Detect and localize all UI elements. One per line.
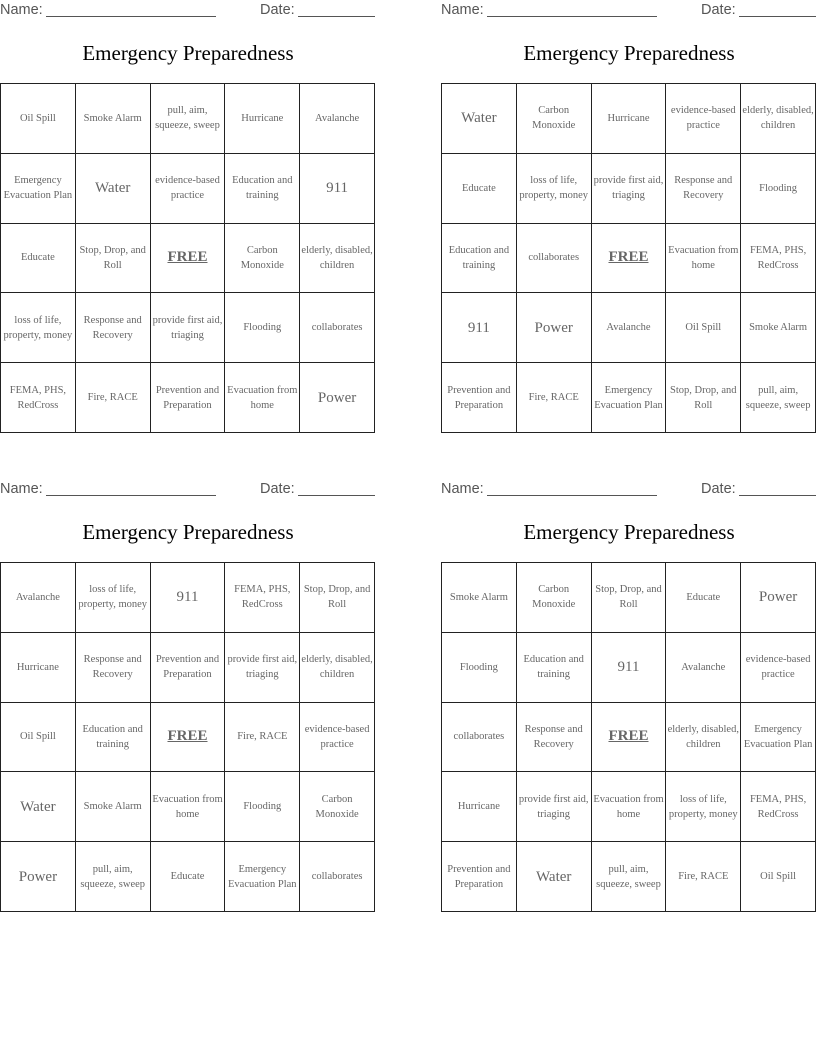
- bingo-cell: pull, aim, squeeze, sweep: [76, 842, 151, 912]
- bingo-cell: Flooding: [442, 633, 517, 703]
- bingo-cell: Fire, RACE: [76, 363, 151, 433]
- bingo-cell: provide first aid, triaging: [151, 293, 226, 363]
- bingo-cell: Oil Spill: [666, 293, 741, 363]
- date-label: Date:: [701, 481, 736, 497]
- bingo-cell: Prevention and Preparation: [151, 633, 226, 703]
- bingo-cell: Response and Recovery: [76, 293, 151, 363]
- bingo-cell: Smoke Alarm: [442, 563, 517, 633]
- card-header: [0, 2, 376, 20]
- bingo-card-1: [0, 0, 376, 434]
- bingo-cell: Education and training: [76, 703, 151, 773]
- bingo-cell: evidence-based practice: [300, 703, 375, 773]
- bingo-cell: FEMA, PHS, RedCross: [741, 772, 816, 842]
- bingo-cell: FEMA, PHS, RedCross: [1, 363, 76, 433]
- bingo-cell: collaborates: [300, 293, 375, 363]
- card-title: Emergency Preparedness: [82, 41, 294, 65]
- date-label: Date:: [701, 2, 736, 18]
- bingo-cell: Water: [1, 772, 76, 842]
- bingo-cell: Hurricane: [1, 633, 76, 703]
- bingo-grid: [0, 83, 375, 433]
- bingo-cell: loss of life, property, money: [1, 293, 76, 363]
- bingo-cell: Smoke Alarm: [76, 772, 151, 842]
- bingo-cell: Prevention and Preparation: [151, 363, 226, 433]
- free-space-cell: FREE: [592, 703, 667, 773]
- bingo-cell: Hurricane: [225, 84, 300, 154]
- bingo-cell: Fire, RACE: [666, 842, 741, 912]
- name-label: Name:: [0, 481, 43, 497]
- bingo-cell: Smoke Alarm: [741, 293, 816, 363]
- bingo-cell: Avalanche: [592, 293, 667, 363]
- bingo-cell: collaborates: [442, 703, 517, 773]
- bingo-cell: elderly, disabled, children: [300, 633, 375, 703]
- bingo-cell: Flooding: [225, 293, 300, 363]
- bingo-cell: provide first aid, triaging: [517, 772, 592, 842]
- bingo-cell: 911: [151, 563, 226, 633]
- bingo-cell: Hurricane: [442, 772, 517, 842]
- bingo-cell: Educate: [442, 154, 517, 224]
- bingo-cell: Prevention and Preparation: [442, 363, 517, 433]
- bingo-cell: Emergency Evacuation Plan: [741, 703, 816, 773]
- bingo-cell: pull, aim, squeeze, sweep: [592, 842, 667, 912]
- bingo-cell: Oil Spill: [1, 703, 76, 773]
- bingo-cell: Power: [517, 293, 592, 363]
- bingo-cell: Avalanche: [1, 563, 76, 633]
- bingo-cell: Stop, Drop, and Roll: [592, 563, 667, 633]
- free-space-cell: FREE: [151, 703, 226, 773]
- bingo-cell: Fire, RACE: [225, 703, 300, 773]
- bingo-cell: Stop, Drop, and Roll: [300, 563, 375, 633]
- bingo-cell: provide first aid, triaging: [225, 633, 300, 703]
- bingo-cell: Avalanche: [300, 84, 375, 154]
- bingo-cell: 911: [300, 154, 375, 224]
- bingo-cell: Educate: [1, 224, 76, 294]
- bingo-cell: Education and training: [225, 154, 300, 224]
- free-space-cell: FREE: [592, 224, 667, 294]
- date-label: Date:: [260, 481, 295, 497]
- bingo-cell: elderly, disabled, children: [741, 84, 816, 154]
- bingo-cell: Carbon Monoxide: [517, 563, 592, 633]
- bingo-cell: pull, aim, squeeze, sweep: [151, 84, 226, 154]
- bingo-cell: 911: [592, 633, 667, 703]
- bingo-cell: Flooding: [225, 772, 300, 842]
- date-blank-line: [298, 16, 375, 17]
- bingo-grid: [441, 83, 816, 433]
- name-blank-line: [487, 495, 657, 496]
- bingo-card-3: [0, 479, 376, 913]
- card-header: [0, 481, 376, 499]
- bingo-cell: Evacuation from home: [151, 772, 226, 842]
- name-blank-line: [46, 16, 216, 17]
- bingo-cell: 911: [442, 293, 517, 363]
- bingo-cell: elderly, disabled, children: [300, 224, 375, 294]
- bingo-cell: Carbon Monoxide: [517, 84, 592, 154]
- bingo-cell: FEMA, PHS, RedCross: [741, 224, 816, 294]
- date-blank-line: [298, 495, 375, 496]
- bingo-cell: Response and Recovery: [666, 154, 741, 224]
- bingo-cell: evidence-based practice: [666, 84, 741, 154]
- bingo-cell: Oil Spill: [741, 842, 816, 912]
- name-label: Name:: [441, 481, 484, 497]
- bingo-cell: Avalanche: [666, 633, 741, 703]
- name-blank-line: [487, 16, 657, 17]
- date-blank-line: [739, 16, 816, 17]
- bingo-cell: Educate: [151, 842, 226, 912]
- card-title: Emergency Preparedness: [523, 520, 735, 544]
- bingo-cell: Power: [1, 842, 76, 912]
- bingo-card-4: [441, 479, 816, 913]
- bingo-cell: Water: [76, 154, 151, 224]
- name-blank-line: [46, 495, 216, 496]
- bingo-cell: Emergency Evacuation Plan: [592, 363, 667, 433]
- free-space-cell: FREE: [151, 224, 226, 294]
- bingo-cell: evidence-based practice: [741, 633, 816, 703]
- bingo-grid: [441, 562, 816, 912]
- bingo-grid: [0, 562, 375, 912]
- bingo-cell: Stop, Drop, and Roll: [76, 224, 151, 294]
- bingo-cell: Water: [517, 842, 592, 912]
- bingo-cell: pull, aim, squeeze, sweep: [741, 363, 816, 433]
- bingo-cell: Response and Recovery: [517, 703, 592, 773]
- bingo-cell: loss of life, property, money: [666, 772, 741, 842]
- bingo-cell: provide first aid, triaging: [592, 154, 667, 224]
- bingo-cell: Prevention and Preparation: [442, 842, 517, 912]
- bingo-cell: Carbon Monoxide: [225, 224, 300, 294]
- bingo-cell: Response and Recovery: [76, 633, 151, 703]
- bingo-cell: Evacuation from home: [592, 772, 667, 842]
- card-title: Emergency Preparedness: [82, 520, 294, 544]
- bingo-cell: Smoke Alarm: [76, 84, 151, 154]
- bingo-cell: collaborates: [517, 224, 592, 294]
- bingo-cell: loss of life, property, money: [76, 563, 151, 633]
- bingo-cell: Emergency Evacuation Plan: [1, 154, 76, 224]
- bingo-cell: Fire, RACE: [517, 363, 592, 433]
- bingo-cell: Evacuation from home: [666, 224, 741, 294]
- bingo-cell: Educate: [666, 563, 741, 633]
- card-header: [441, 481, 816, 499]
- bingo-cell: Oil Spill: [1, 84, 76, 154]
- bingo-cell: evidence-based practice: [151, 154, 226, 224]
- bingo-cell: collaborates: [300, 842, 375, 912]
- bingo-cell: Power: [741, 563, 816, 633]
- bingo-cell: Stop, Drop, and Roll: [666, 363, 741, 433]
- date-blank-line: [739, 495, 816, 496]
- bingo-cell: Emergency Evacuation Plan: [225, 842, 300, 912]
- card-title: Emergency Preparedness: [523, 41, 735, 65]
- name-label: Name:: [441, 2, 484, 18]
- bingo-cell: Education and training: [442, 224, 517, 294]
- bingo-cell: Evacuation from home: [225, 363, 300, 433]
- bingo-cell: elderly, disabled, children: [666, 703, 741, 773]
- bingo-cell: Flooding: [741, 154, 816, 224]
- name-label: Name:: [0, 2, 43, 18]
- bingo-cell: Education and training: [517, 633, 592, 703]
- bingo-cell: Power: [300, 363, 375, 433]
- date-label: Date:: [260, 2, 295, 18]
- bingo-cell: FEMA, PHS, RedCross: [225, 563, 300, 633]
- bingo-card-2: [441, 0, 816, 434]
- bingo-cell: Water: [442, 84, 517, 154]
- bingo-cell: Hurricane: [592, 84, 667, 154]
- card-header: [441, 2, 816, 20]
- bingo-cell: loss of life, property, money: [517, 154, 592, 224]
- bingo-cell: Carbon Monoxide: [300, 772, 375, 842]
